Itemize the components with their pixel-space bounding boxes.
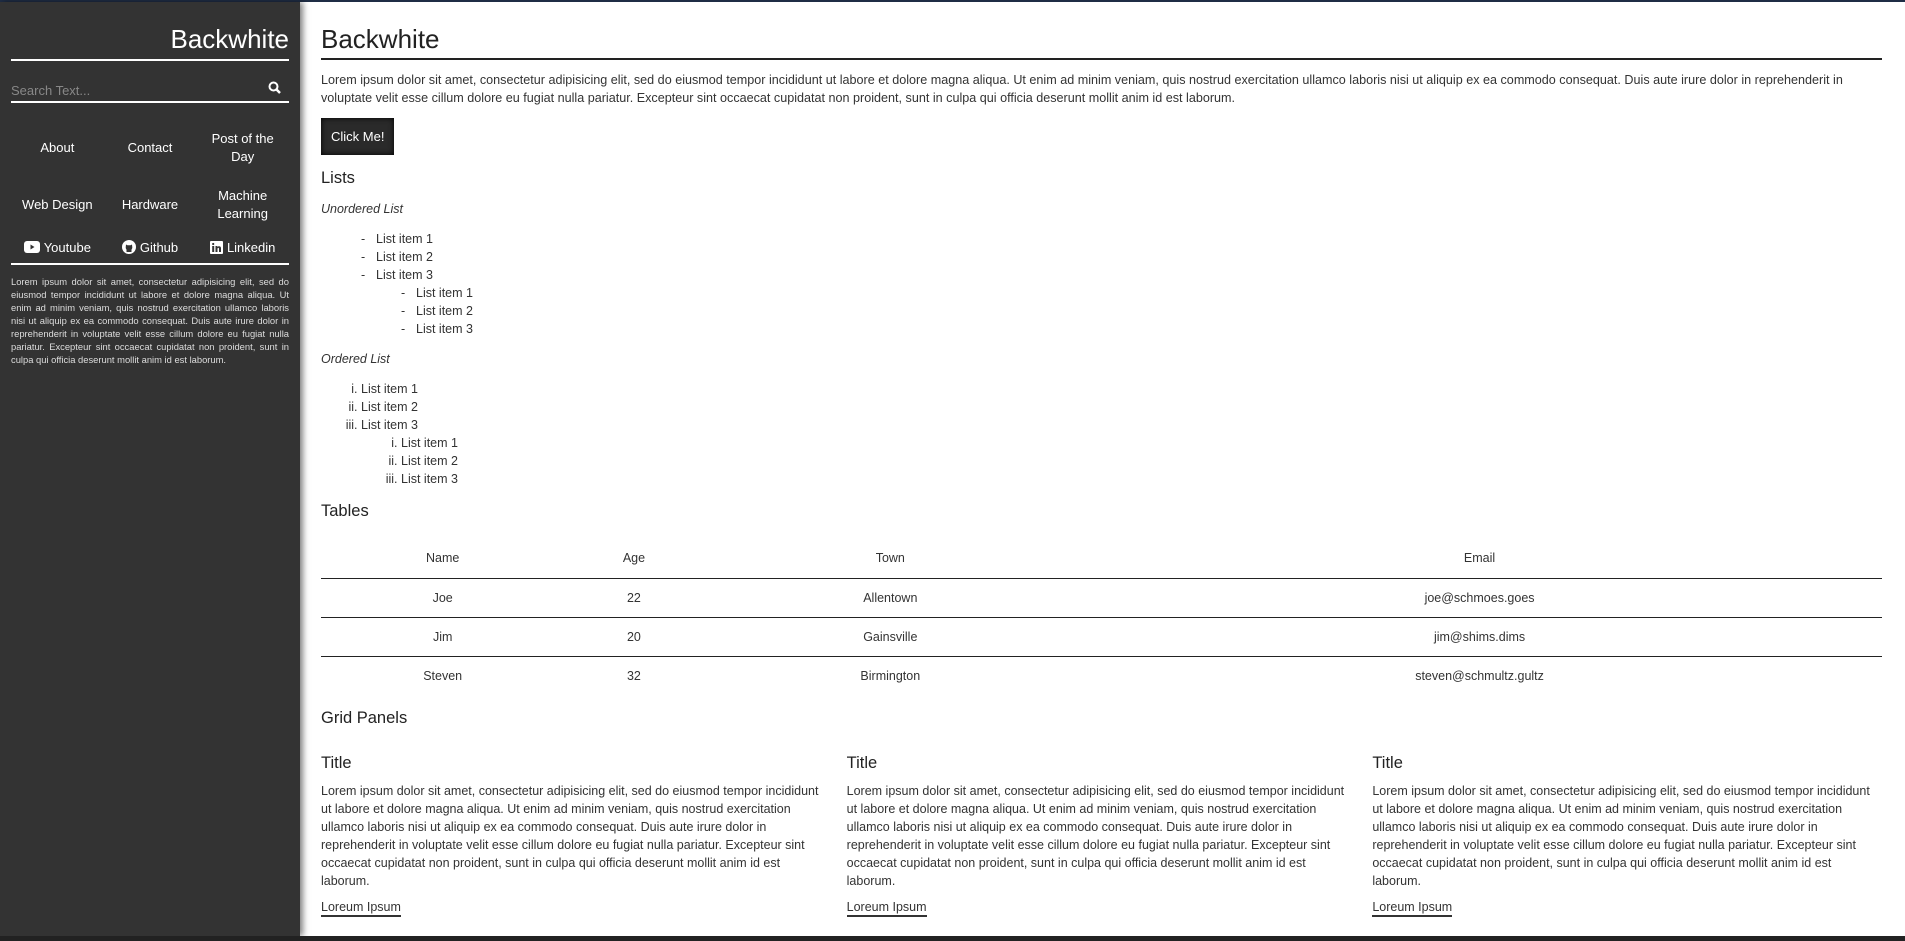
cell-age: 32: [626, 668, 641, 683]
linkedin-label: Linkedin: [226, 239, 276, 255]
panel-title: Title: [321, 754, 352, 772]
grid-panel: [1372, 754, 1882, 917]
panel-text: Lorem ipsum dolor sit amet, consectetur adipisicing elit, sed do eiusmod tempor incididunt ut labore et dolore magna aliqua. Ut enim ad minim veniam, quis nostrud exercitation ullamco laboris nisi ut aliquip ex ea commodo consequat. Duis aute irure dolor in reprehenderit in voluptate velit esse cillum dolore eu fugiat nulla pariatur. Excepteur sint occaecat cupidatat non proident, sunt in culpa qui officia deserunt mollit anim id est laborum.: [846, 784, 1345, 888]
linkedin-icon: [210, 241, 223, 254]
table-row: [321, 656, 1882, 695]
cell-age: 20: [564, 617, 703, 656]
cell-name: Jim: [321, 617, 564, 656]
panel-link[interactable]: Loreum Ipsum: [321, 899, 401, 917]
youtube-icon: [24, 241, 40, 253]
list-item: i. List item 1: [361, 380, 1882, 398]
unordered-list: [321, 230, 1882, 338]
sidebar: [0, 2, 300, 936]
list-item: - List item 3: [401, 320, 1882, 338]
list-item: i. List item 1: [401, 434, 1882, 452]
table-row: [321, 578, 1882, 617]
cell-name: Steven: [423, 668, 463, 683]
sidebar-text: Lorem ipsum dolor sit amet, consectetur adipisicing elit, sed do eiusmod tempor incididunt ut labore et dolore magna aliqua. Ut enim ad minim veniam, quis nostrud exercitation ullamco laboris nisi ut aliquip ex ea commodo consequat. Duis aute irure dolor in reprehenderit in voluptate velit esse cillum dolore eu fugiat nulla pariatur. Excepteur sint occaecat cupidatat non proident, sunt in culpa qui officia deserunt mollit anim id est laborum.: [11, 276, 289, 365]
nested-ordered-list: [361, 434, 1882, 488]
nested-unordered-list: [361, 284, 1882, 338]
nav-hardware[interactable]: Hardware: [121, 196, 179, 212]
lists-heading: Lists: [321, 169, 355, 187]
tables-heading: Tables: [321, 502, 369, 520]
list-item: - List item 2: [361, 248, 1882, 266]
page: [0, 2, 1905, 936]
search-icon[interactable]: [268, 81, 281, 99]
github-icon: [122, 240, 136, 254]
grid-panels: [321, 754, 1882, 917]
list-item: iii. List item 3: [401, 470, 1882, 488]
grid-panel: [321, 754, 831, 917]
panel-title: Title: [846, 754, 878, 772]
youtube-label: Youtube: [43, 239, 91, 255]
nav-web-design[interactable]: Web Design: [22, 196, 93, 212]
panel-link[interactable]: Loreum Ipsum: [847, 899, 927, 917]
unordered-list-label: Unordered List: [321, 202, 403, 216]
cell-email: steven@schmultz.gultz: [1415, 668, 1544, 683]
table-row: [321, 617, 1882, 656]
list-item: - List item 1: [361, 230, 1882, 248]
youtube-link[interactable]: [11, 231, 104, 263]
list-item: ii. List item 2: [361, 398, 1882, 416]
list-item-label: List item 3: [376, 268, 433, 282]
nav-about[interactable]: About: [40, 139, 75, 155]
column-header: Email: [1077, 539, 1882, 578]
list-item: - List item 1: [401, 284, 1882, 302]
intro-paragraph: Lorem ipsum dolor sit amet, consectetur adipisicing elit, sed do eiusmod tempor incididunt ut labore et dolore magna aliqua. Ut enim ad minim veniam, quis nostrud exercitation ullamco laboris nisi ut aliquip ex ea commodo consequat. Duis aute irure dolor in reprehenderit in voluptate velit esse cillum dolore eu fugiat nulla pariatur. Excepteur sint occaecat cupidatat non proident, sunt in culpa qui officia deserunt mollit anim id est laborum.: [321, 73, 1843, 105]
grid-panels-heading: Grid Panels: [321, 709, 408, 727]
panel-text: Lorem ipsum dolor sit amet, consectetur adipisicing elit, sed do eiusmod tempor incididunt ut labore et dolore magna aliqua. Ut enim ad minim veniam, quis nostrud exercitation ullamco laboris nisi ut aliquip ex ea commodo consequat. Duis aute irure dolor in reprehenderit in voluptate velit esse cillum dolore eu fugiat nulla pariatur. Excepteur sint occaecat cupidatat non proident, sunt in culpa qui officia deserunt mollit anim id est laborum.: [1372, 784, 1870, 888]
cell-email: jim@shims.dims: [1077, 617, 1882, 656]
sidebar-title: Backwhite: [11, 2, 289, 61]
people-table: [321, 539, 1882, 695]
ordered-list: [321, 380, 1882, 488]
social-links: [11, 231, 289, 265]
search-input[interactable]: [11, 83, 268, 98]
nav-machine-learning[interactable]: Machine Learning: [217, 187, 268, 221]
cell-town: Gainsville: [704, 617, 1078, 656]
column-header: Age: [564, 539, 703, 578]
nav-contact[interactable]: Contact: [127, 139, 173, 155]
list-item: [361, 416, 1882, 488]
horizontal-scrollbar[interactable]: [0, 936, 1905, 941]
panel-title: Title: [1372, 754, 1403, 772]
column-header: Name: [321, 539, 564, 578]
nav-post-of-the-day[interactable]: Post of the Day: [211, 130, 274, 164]
search-bar: [11, 79, 289, 103]
linkedin-link[interactable]: [196, 231, 289, 263]
click-me-button[interactable]: Click Me!: [321, 118, 394, 155]
ordered-list-label: Ordered List: [321, 352, 390, 366]
list-item: ii. List item 2: [401, 452, 1882, 470]
list-item-label: List item 3: [361, 418, 418, 432]
cell-email: joe@schmoes.goes: [1077, 578, 1882, 617]
page-title: Backwhite: [321, 2, 1882, 60]
sidebar-nav: [11, 119, 289, 233]
main-content: [321, 2, 1882, 917]
github-link[interactable]: [104, 231, 197, 263]
table-header-row: [321, 539, 1882, 578]
panel-link[interactable]: Loreum Ipsum: [1372, 899, 1452, 917]
cell-town: Birmington: [860, 668, 921, 683]
cell-name: Joe: [321, 578, 564, 617]
column-header: Town: [704, 539, 1078, 578]
list-item: - List item 2: [401, 302, 1882, 320]
cell-town: Allentown: [704, 578, 1078, 617]
panel-text: Lorem ipsum dolor sit amet, consectetur adipisicing elit, sed do eiusmod tempor incididunt ut labore et dolore magna aliqua. Ut enim ad minim veniam, quis nostrud exercitation ullamco laboris nisi ut aliquip ex ea commodo consequat. Duis aute irure dolor in reprehenderit in voluptate velit esse cillum dolore eu fugiat nulla pariatur. Excepteur sint occaecat cupidatat non proident, sunt in culpa qui officia deserunt mollit anim id est laborum.: [321, 784, 819, 888]
list-item: [361, 266, 1882, 338]
github-label: Github: [139, 239, 179, 255]
cell-age: 22: [564, 578, 703, 617]
grid-panel: [847, 754, 1357, 917]
